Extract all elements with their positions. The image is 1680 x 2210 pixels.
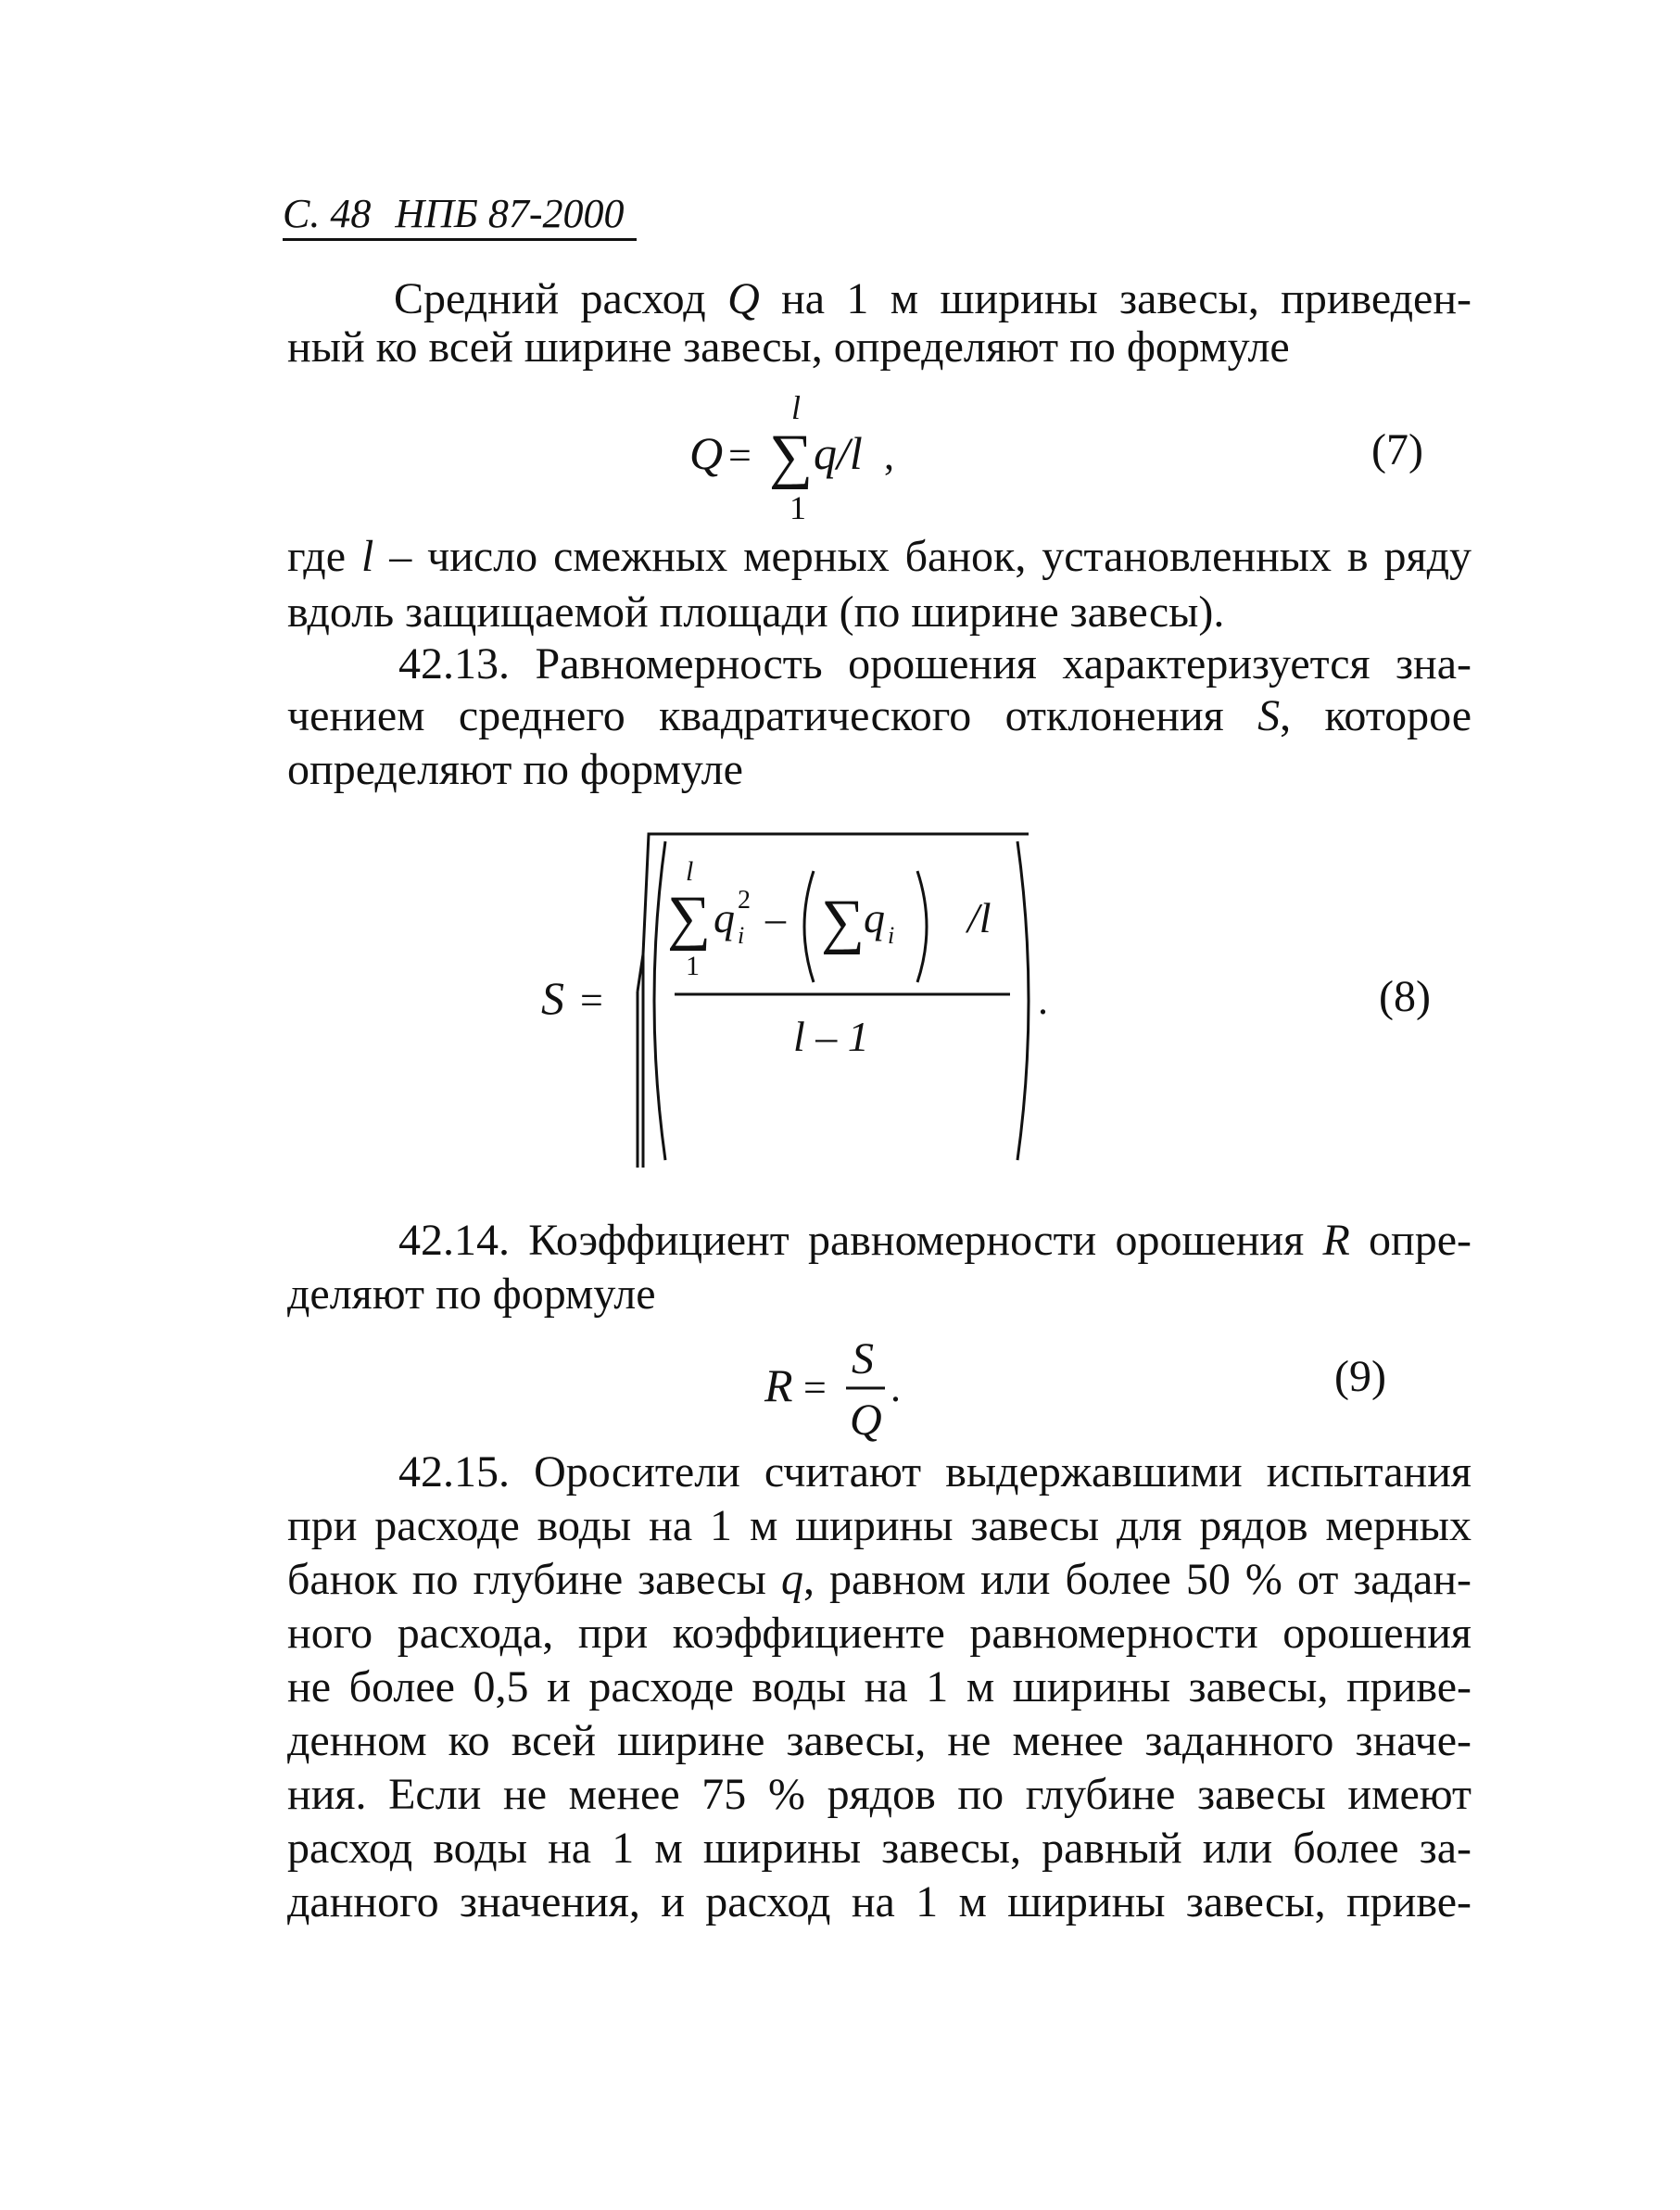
right-big-paren	[1017, 841, 1029, 1160]
text-line: данного значения, и расход на 1 м ширины завесы, приве-	[287, 1877, 1472, 1926]
text-line: ния. Если не менее 75 % рядов по глубине завесы имеют	[287, 1770, 1472, 1819]
fraction-denominator: Q	[850, 1395, 882, 1445]
sum-body-q: q	[714, 894, 735, 941]
text-line: ного расхода, при коэффициенте равномерности орошения	[287, 1609, 1472, 1658]
text-line: расход воды на 1 м ширины завесы, равный или более за-	[287, 1824, 1472, 1873]
text-line: банок по глубине завесы q, равном или более 50 % от задан-	[287, 1555, 1472, 1604]
text-line: денном ко всей ширине завесы, не менее заданного значе-	[287, 1716, 1472, 1765]
formula-7	[676, 380, 973, 528]
sigma-symbol: ∑	[769, 423, 814, 490]
equation-number: (9)	[1334, 1352, 1386, 1401]
text-line: ный ко всей ширине завесы, определяют по формуле	[287, 322, 1290, 372]
page-number: С. 48	[283, 191, 372, 236]
equation-number: (8)	[1379, 972, 1431, 1021]
formula-equals: =	[803, 1365, 827, 1410]
text-line: 42.14. Коэффициент равномерности орошения R опре-	[398, 1216, 1472, 1265]
text-line: деляют по формуле	[287, 1269, 656, 1319]
formula-9	[755, 1316, 941, 1446]
formula-equals: =	[728, 433, 752, 478]
formula-period: .	[1038, 978, 1048, 1023]
divide-by-l: /l	[967, 894, 992, 941]
left-big-paren	[654, 841, 665, 1160]
text-line: определяют по формуле	[287, 745, 743, 794]
sum-lower-limit: 1	[789, 489, 806, 526]
sum-upper-limit: l	[791, 389, 802, 426]
inner-q: q	[864, 894, 885, 941]
sigma-symbol: ∑	[667, 884, 712, 952]
fraction-numerator: S	[852, 1334, 874, 1383]
text-line: Средний расход Q на 1 м ширины завесы, приведен-	[394, 274, 1472, 323]
equation-number: (7)	[1371, 425, 1423, 474]
inner-sigma-symbol: ∑	[821, 888, 865, 955]
text-line: не более 0,5 и расходе воды на 1 м ширины завесы, приве-	[287, 1662, 1472, 1711]
inner-subscript-i: i	[888, 922, 895, 949]
text-line: чением среднего квадратического отклонения S, которое	[287, 691, 1472, 740]
inner-left-paren	[804, 871, 814, 982]
denominator: l – 1	[793, 1013, 869, 1060]
exponent-2: 2	[738, 886, 751, 915]
sum-upper-limit: l	[686, 856, 694, 887]
text-line: 42.15. Оросители считают выдержавшими испытания	[398, 1447, 1472, 1496]
minus-sign: –	[765, 896, 786, 941]
document-code: НПБ 87-2000	[395, 191, 625, 236]
header-underline	[283, 238, 637, 241]
formula-lhs: S	[541, 972, 564, 1024]
formula-lhs: R	[764, 1359, 793, 1411]
text-line: при расходе воды на 1 м ширины завесы для рядов мерных	[287, 1501, 1472, 1550]
sum-body: q/l	[814, 427, 863, 479]
formula-comma: ,	[884, 433, 894, 478]
page-header	[283, 190, 625, 237]
text-line: вдоль защищаемой площади (по ширине завесы).	[287, 587, 1225, 637]
formula-lhs: Q	[689, 427, 724, 479]
formula-equals: =	[580, 978, 603, 1023]
formula-period: .	[891, 1365, 901, 1410]
formula-8	[528, 815, 1103, 1177]
subscript-i: i	[738, 922, 745, 949]
sum-lower-limit: 1	[686, 951, 700, 981]
text-line: 42.13. Равномерность орошения характеризуется зна-	[398, 639, 1472, 688]
text-line: где l – число смежных мерных банок, установленных в ряду	[287, 532, 1472, 581]
inner-right-paren	[917, 871, 927, 982]
